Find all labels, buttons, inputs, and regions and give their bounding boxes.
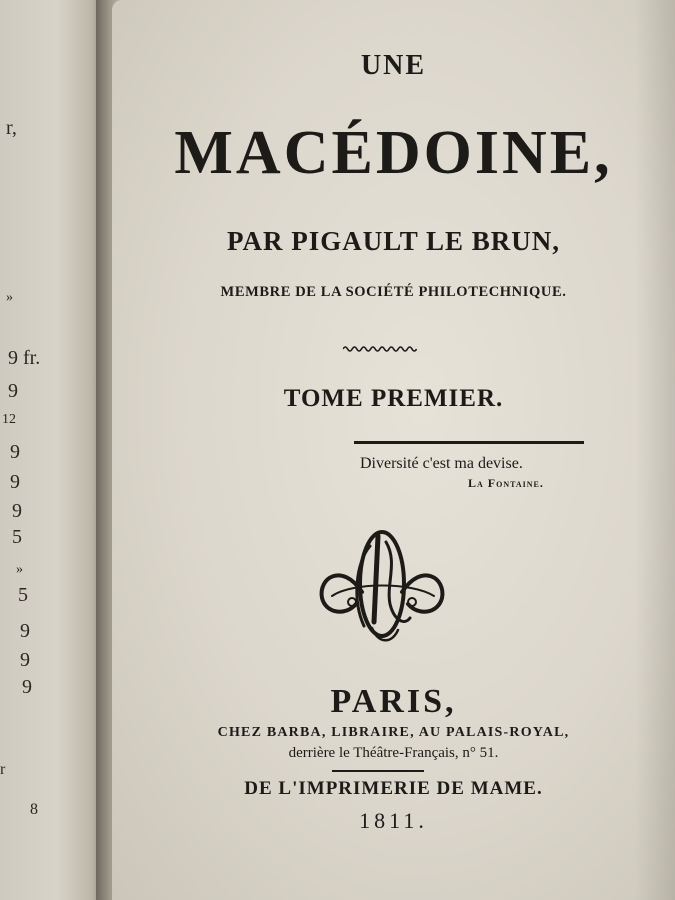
left-page-fragment: 8: [30, 801, 38, 818]
left-page-fragment: 9 fr.: [8, 347, 41, 369]
left-page-fragment: 5: [18, 584, 28, 606]
author-line: PAR PIGAULT LE BRUN,: [226, 226, 561, 256]
imprint-year: 1811.: [359, 808, 428, 833]
left-page-fragment: r: [0, 761, 6, 778]
left-page-fragment: 5: [12, 526, 22, 548]
epigraph-rule: [354, 441, 584, 444]
interlaced-monogram-icon: [312, 522, 452, 652]
left-page-fragment: 9: [8, 380, 18, 402]
imprint-address: derrière le Théâtre-Français, n° 51.: [288, 745, 499, 761]
membership-line: MEMBRE DE LA SOCIÉTÉ PHILOTECHNIQUE.: [220, 284, 567, 300]
title-prefix: UNE: [360, 50, 427, 81]
left-page-fragment: 9: [22, 676, 32, 698]
wavy-rule-ornament-icon: [343, 344, 417, 354]
page-edge-shadow: [635, 0, 675, 900]
left-page-fragment: 9: [10, 471, 20, 493]
title-page: [112, 0, 675, 900]
left-page-fragment: 9: [20, 649, 30, 671]
left-page-fragment: 9: [10, 441, 20, 463]
imprint-publisher: CHEZ BARBA, LIBRAIRE, AU PALAIS-ROYAL,: [217, 725, 570, 740]
left-page-fragment: »: [16, 562, 23, 577]
epigraph-quote: Diversité c'est ma devise.: [360, 455, 523, 472]
left-page: [0, 0, 104, 900]
left-page-fragment: 12: [2, 412, 16, 427]
left-page-fragment: r,: [6, 117, 17, 139]
imprint-printer: DE L'IMPRIMERIE DE MAME.: [244, 778, 543, 799]
left-page-fragment: 9: [12, 500, 22, 522]
left-page-fragment: »: [6, 290, 13, 305]
imprint-rule: [332, 770, 424, 772]
book-title: MACÉDOINE,: [174, 119, 613, 187]
left-page-fragment: 9: [20, 620, 30, 642]
epigraph-attribution: La Fontaine.: [468, 476, 544, 490]
imprint-city: PARIS,: [330, 683, 457, 720]
volume-line: TOME PREMIER.: [283, 385, 504, 412]
